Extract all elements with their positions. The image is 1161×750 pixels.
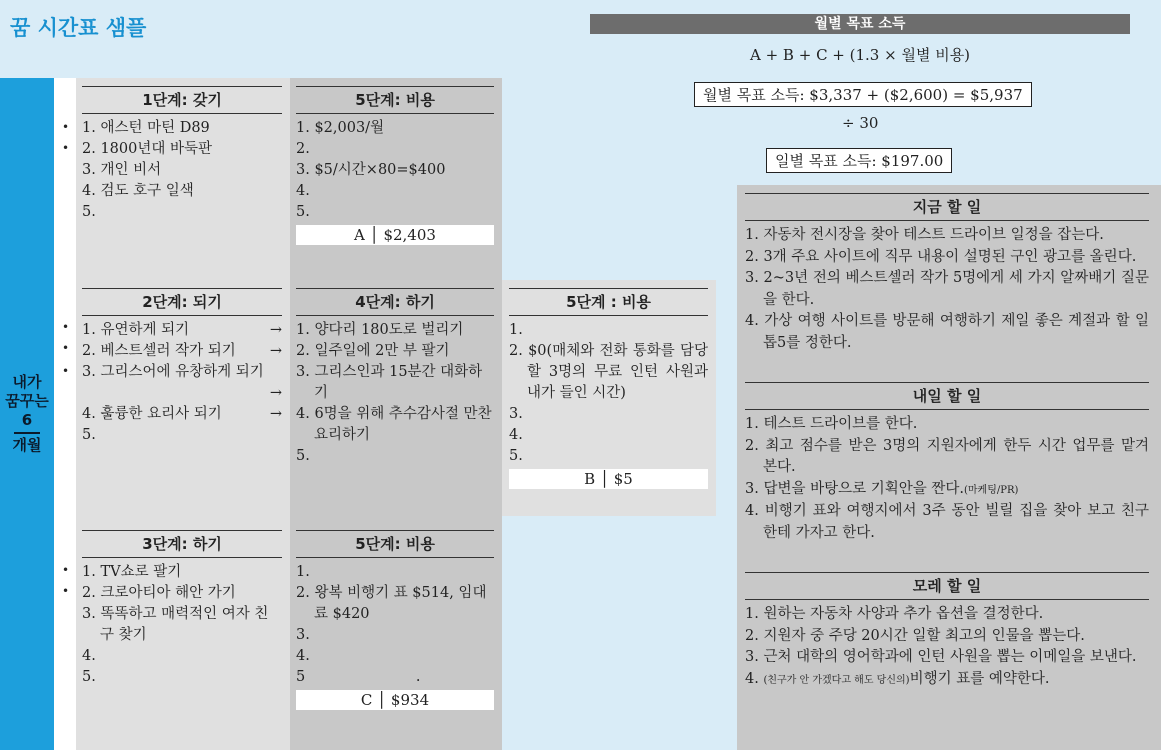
list-item: 1. 자동차 전시장을 찾아 테스트 드라이브 일정을 잡는다.	[745, 227, 1104, 243]
daily-income-box: 일별 목표 소득: $197.00	[766, 148, 952, 173]
total-b: B │ $5	[509, 469, 708, 489]
todo-tomorrow	[745, 382, 1149, 544]
list-item: 4.	[82, 648, 96, 664]
list-item: 2. 왕복 비행기 표 $514, 임대료 $420	[296, 585, 487, 622]
list-item: 3.	[296, 627, 310, 643]
list-item: 1. 양다리 180도로 벌리기	[296, 322, 464, 338]
list-item: 3. 개인 비서	[82, 162, 162, 178]
bullet-dot: •	[62, 320, 70, 334]
stage2-title: 2단계: 되기	[82, 288, 282, 316]
list-item: 1. 원하는 자동차 사양과 추가 옵션을 결정한다.	[745, 606, 1044, 622]
stage2-cost	[509, 288, 708, 489]
stage3-cost	[296, 530, 494, 710]
item-note: (마케팅/PR)	[963, 484, 1019, 496]
list-item: 4.	[296, 648, 310, 664]
stage2-be	[82, 288, 282, 446]
stage2-cost-title: 5단계 : 비용	[509, 288, 708, 316]
bullet-dot: •	[62, 364, 70, 378]
stage4-do	[296, 288, 494, 467]
list-item: 2. 크로아티아 해안 가기	[82, 585, 236, 601]
todo-tomorrow-title: 내일 할 일	[745, 382, 1149, 410]
list-item: 1.	[296, 564, 310, 580]
list-item: 5.	[296, 204, 310, 220]
list-item: 5.	[296, 448, 310, 464]
list-item: 4.	[296, 183, 310, 199]
list-item: 1.	[509, 322, 523, 338]
divide-by-30: ÷ 30	[842, 114, 879, 132]
bullet-dot: •	[62, 341, 70, 355]
stage1-cost-title: 5단계: 비용	[296, 86, 494, 114]
list-item: 2.	[296, 141, 310, 157]
list-item	[745, 479, 1149, 502]
item-text: 3. 그리스어에 유창하게 되기	[82, 364, 264, 380]
arrow-right-icon: →	[269, 322, 282, 338]
todo-day-after	[745, 572, 1149, 691]
stage1-title: 1단계: 갖기	[82, 86, 282, 114]
arrow-right-icon: →	[269, 406, 282, 422]
todo-panel	[737, 185, 1161, 750]
list-item: 3. 근처 대학의 영어학과에 인턴 사원을 뽑는 이메일을 보낸다.	[745, 649, 1137, 665]
list-item: 3.	[509, 406, 523, 422]
list-item: 1. $2,003/월	[296, 120, 385, 136]
side-tab-line1: 내가	[12, 373, 42, 391]
todo-now	[745, 193, 1149, 354]
side-tab-divider	[14, 432, 40, 434]
total-a: A │ $2,403	[296, 225, 494, 245]
item-text: 1. 유연하게 되기	[82, 322, 190, 338]
list-item: 3. 2~3년 전의 베스트셀러 작가 5명에게 세 가지 알짜배기 질문을 한다.	[745, 270, 1149, 308]
list-item: 4. 검도 호구 일색	[82, 183, 194, 199]
item-text: 2. 베스트셀러 작가 되기	[82, 343, 236, 359]
bullet-dot: •	[62, 120, 70, 134]
list-item	[745, 669, 1149, 692]
formula-header: 월별 목표 소득	[590, 14, 1130, 34]
stage1-cost	[296, 86, 494, 245]
white-gap	[54, 78, 76, 750]
bullet-dot: •	[62, 584, 70, 598]
list-item	[82, 404, 282, 425]
stage3-do	[82, 530, 282, 688]
list-item: 2. 최고 점수를 받은 3명의 지원자에게 한두 시간 업무를 맡겨 본다.	[745, 437, 1149, 475]
list-item: 3. 그리스인과 15분간 대화하기	[296, 364, 483, 401]
list-item: 5.	[82, 427, 96, 443]
side-tab-line2: 꿈꾸는	[5, 392, 49, 410]
stage4-title: 4단계: 하기	[296, 288, 494, 316]
item-text: 비행기 표를 예약한다.	[909, 670, 1050, 687]
side-tab-number: 6	[21, 411, 33, 429]
list-item	[82, 362, 282, 404]
list-item: 4. 비행기 표와 여행지에서 3주 동안 빌릴 집을 찾아 보고 친구한테 가자고 한다.	[745, 503, 1149, 541]
item-text: 4. 훌륭한 요리사 되기	[82, 406, 222, 422]
arrow-right-icon: →	[269, 385, 282, 401]
stage1-have	[82, 86, 282, 223]
list-item	[82, 320, 282, 341]
list-item: 1. 테스트 드라이브를 한다.	[745, 416, 918, 432]
stage3-title: 3단계: 하기	[82, 530, 282, 558]
list-item: 4. 가상 여행 사이트를 방문해 여행하기 제일 좋은 계절과 할 일 톱5를 정한다.	[745, 313, 1149, 351]
item-text: 4.	[745, 670, 764, 687]
list-item: 3. $5/시간×80=$400	[296, 162, 446, 178]
bullet-dot: •	[62, 563, 70, 577]
list-item: 2. 지원자 중 주당 20시간 일할 최고의 인물을 뽑는다.	[745, 627, 1085, 644]
list-item: 5.	[82, 204, 96, 220]
side-tab	[0, 78, 54, 750]
arrow-right-icon: →	[269, 343, 282, 359]
item-text: 3. 답변을 바탕으로 기획안을 짠다.	[745, 480, 964, 497]
list-item	[82, 341, 282, 362]
total-c: C │ $934	[296, 690, 494, 710]
todo-now-title: 지금 할 일	[745, 193, 1149, 221]
list-item: 1. TV쇼로 팔기	[82, 564, 182, 580]
list-item: 2. 3개 주요 사이트에 직무 내용이 설명된 구인 광고를 올린다.	[745, 248, 1137, 265]
side-tab-line4: 개월	[12, 436, 42, 454]
todo-day-after-title: 모레 할 일	[745, 572, 1149, 600]
list-item: 2. 1800년대 바둑판	[82, 141, 212, 157]
item-note: (친구가 안 가겠다고 해도 당신의)	[763, 674, 910, 686]
list-item: 2. $0(매체와 전화 통화를 담당할 3명의 무료 인턴 사원과 내가 들인 시간)	[509, 343, 708, 401]
formula-expression: A + B + C + (1.3 × 월별 비용)	[750, 46, 971, 64]
monthly-income-box: 월별 목표 소득: $3,337 + ($2,600) = $5,937	[694, 82, 1032, 107]
list-item: 5.	[509, 448, 523, 464]
page-title: 꿈 시간표 샘플	[10, 16, 147, 40]
list-item: 4.	[509, 427, 523, 443]
bullet-dot: •	[62, 141, 70, 155]
list-item: 3. 똑똑하고 매력적인 여자 친구 찾기	[82, 606, 269, 643]
list-item: 2. 일주일에 2만 부 팔기	[296, 343, 450, 359]
list-item: 1. 애스턴 마틴 D89	[82, 120, 210, 136]
stage3-cost-title: 5단계: 비용	[296, 530, 494, 558]
list-item: 5 .	[296, 669, 421, 685]
list-item: 5.	[82, 669, 96, 685]
list-item: 4. 6명을 위해 추수감사절 만찬 요리하기	[296, 406, 492, 443]
